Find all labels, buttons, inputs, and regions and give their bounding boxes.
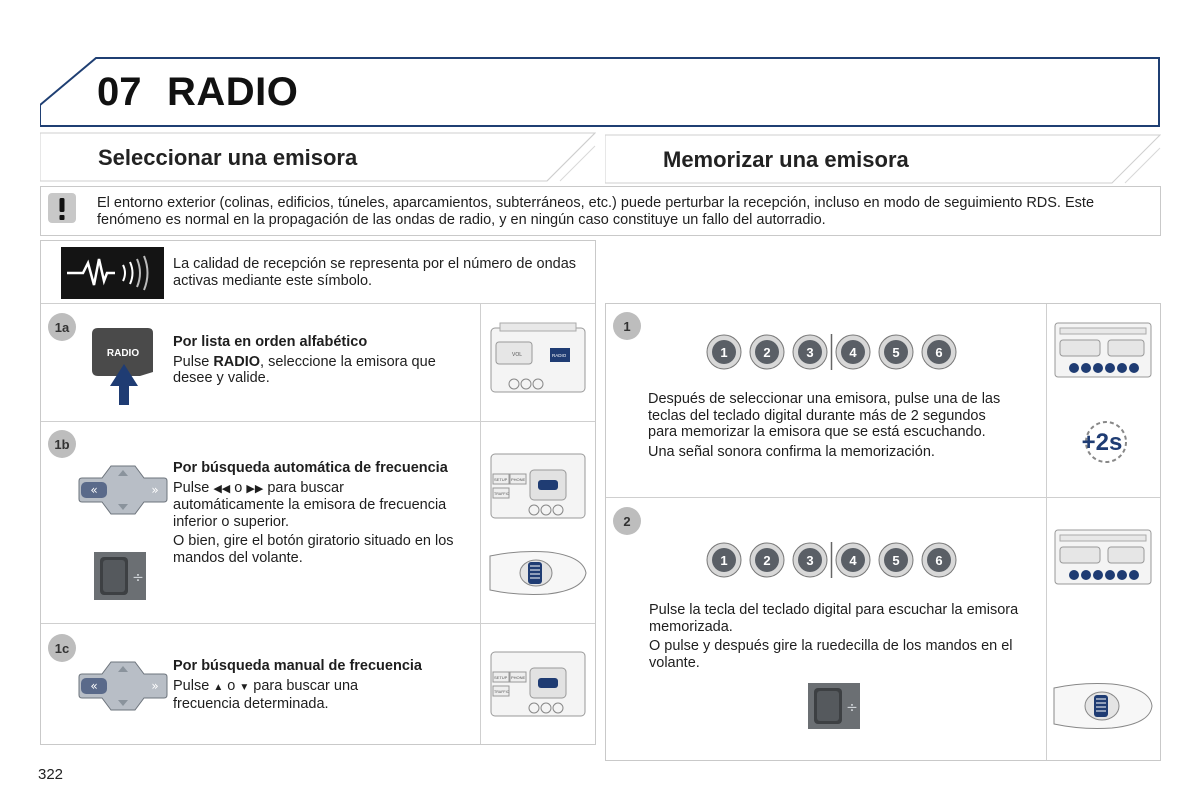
- preset-key-label: 5: [892, 553, 900, 568]
- divider: [41, 303, 595, 304]
- preset-key-label: 6: [935, 553, 943, 568]
- preset-key-label: 1: [720, 553, 728, 568]
- step-badge-1a: [47, 312, 77, 342]
- svg-text:1c: 1c: [54, 641, 70, 656]
- preset-key-label: 4: [849, 345, 857, 360]
- preset-keys-svg: [706, 334, 962, 370]
- chapter-number: 07: [97, 70, 142, 114]
- preset-keys-svg: [706, 542, 962, 578]
- text: Pulse: [173, 353, 214, 370]
- step-1c-line1: [173, 678, 468, 697]
- divider: [606, 497, 1160, 498]
- step-1b-text: automáticamente la emisora de frecuencia inferior o superior.: [173, 497, 447, 530]
- svg-text:1b: 1b: [54, 437, 70, 452]
- text: o: [234, 479, 243, 496]
- step-1-text: Después de seleccionar una emisora, pulse una de las teclas del teclado digital durante más de 2 segundos para memorizar la emisora que se está escuchando.: [648, 391, 1001, 440]
- preset-key-3: [793, 335, 827, 369]
- step-badge-1: [612, 311, 642, 341]
- divider: [41, 623, 595, 624]
- step-2-text: Pulse la tecla del teclado digital para escuchar la emisora memorizada.: [649, 602, 1019, 635]
- up-arrow-icon: ▲: [213, 681, 224, 693]
- text: para buscar: [267, 479, 344, 496]
- svg-text:RADIO: RADIO: [106, 348, 140, 359]
- column-divider: [1046, 304, 1047, 760]
- svg-text:SETUP: SETUP: [494, 675, 508, 680]
- svg-text:÷: ÷: [846, 700, 858, 716]
- step-1-text2: Una señal sonora confirma la memorización.: [648, 443, 935, 460]
- step-2-content: [649, 602, 1019, 674]
- step-1-content: [648, 391, 1018, 463]
- step-2-text2: O pulse y después gire la ruedecilla de los mandos en el volante.: [649, 638, 1013, 671]
- svg-text:+2s: +2s: [1081, 429, 1123, 456]
- step-1c-content: [173, 658, 468, 716]
- preset-key-2: [750, 335, 784, 369]
- preset-key-label: 2: [763, 345, 771, 360]
- radio-panel-thumbnail: [1054, 322, 1152, 378]
- steering-wheel-control-thumbnail: [488, 548, 588, 598]
- step-1b-content: [173, 460, 468, 569]
- preset-key-label: 4: [849, 553, 857, 568]
- svg-text:TRAFFIC: TRAFFIC: [494, 690, 510, 694]
- svg-text:«: «: [90, 483, 98, 497]
- svg-text:1: 1: [623, 319, 631, 334]
- right-section-title: Memorizar una emisora: [663, 147, 909, 172]
- svg-text:RADIO: RADIO: [552, 353, 567, 358]
- steering-control-icon: [808, 683, 860, 729]
- svg-text:2: 2: [623, 514, 631, 529]
- svg-text:«: «: [90, 679, 98, 693]
- preset-key-4: [836, 335, 870, 369]
- step-badge-2: [612, 506, 642, 536]
- preset-key-label: 6: [935, 345, 943, 360]
- preset-key-label: 1: [720, 345, 728, 360]
- text: , seleccione la emisora que desee y valide.: [173, 353, 436, 386]
- step-1b-line1: [173, 480, 468, 498]
- preset-key-5: [879, 543, 913, 577]
- svg-text:»: »: [151, 679, 159, 693]
- radio-panel-thumbnail: [490, 448, 586, 522]
- preset-key-label: 3: [806, 553, 814, 568]
- preset-key-1: [707, 335, 741, 369]
- steering-control-icon: [94, 552, 146, 600]
- step-1c-text: frecuencia determinada.: [173, 696, 329, 712]
- preset-keys-row: [706, 542, 962, 578]
- two-seconds-timer-icon: [1074, 420, 1130, 464]
- divider: [41, 421, 595, 422]
- fast-forward-icon: ▶▶: [246, 482, 264, 495]
- preset-key-6: [922, 335, 956, 369]
- text: Pulse: [173, 479, 210, 496]
- step-badge-1b: [47, 429, 77, 459]
- svg-text:VOL: VOL: [512, 352, 523, 358]
- svg-text:PHONE: PHONE: [511, 675, 526, 680]
- svg-text:TRAFFIC: TRAFFIC: [494, 492, 510, 496]
- step-1b-text2: O bien, gire el botón giratorio situado en los mandos del volante.: [173, 533, 454, 566]
- text: Pulse: [173, 677, 210, 694]
- text: o: [227, 677, 236, 694]
- seek-keypad-icon: [78, 464, 168, 516]
- radio-panel-thumbnail: [490, 322, 586, 396]
- rewind-icon: ◀◀: [213, 482, 231, 495]
- warning-text: El entorno exterior (colinas, edificios, túneles, aparcamientos, subterráneos, etc.) puede perturbar la recepción, incluso en modo de seguimiento RDS. Este fenómeno es normal en la propagación de las ondas de radio, y en ningún caso constituye un fallo del autorradio.: [97, 195, 1095, 228]
- chapter-title: RADIO: [167, 70, 299, 114]
- exclamation-icon: [48, 193, 76, 223]
- preset-key-1: [707, 543, 741, 577]
- svg-text:SETUP: SETUP: [494, 477, 508, 482]
- preset-key-label: 2: [763, 553, 771, 568]
- radio-panel-thumbnail: [490, 646, 586, 720]
- page-number: 322: [38, 766, 64, 783]
- preset-key-3: [793, 543, 827, 577]
- svg-text:÷: ÷: [132, 570, 144, 586]
- step-badge-1c: [47, 633, 77, 663]
- left-section-title: Seleccionar una emisora: [98, 145, 358, 170]
- step-1a-content: [173, 334, 463, 390]
- signal-wave-icon: [61, 247, 164, 299]
- preset-key-5: [879, 335, 913, 369]
- preset-key-2: [750, 543, 784, 577]
- column-divider: [480, 304, 481, 744]
- preset-key-6: [922, 543, 956, 577]
- preset-key-label: 5: [892, 345, 900, 360]
- text: para buscar una: [253, 677, 359, 694]
- reception-text: La calidad de recepción se representa por el número de ondas activas mediante este símbolo.: [173, 256, 577, 289]
- step-1b-heading: Por búsqueda automática de frecuencia: [173, 460, 448, 476]
- svg-text:PHONE: PHONE: [511, 477, 526, 482]
- tune-keypad-icon: [78, 660, 168, 712]
- radio-key-name: RADIO: [213, 353, 261, 370]
- preset-key-label: 3: [806, 345, 814, 360]
- svg-text:»: »: [151, 483, 159, 497]
- svg-text:1a: 1a: [54, 320, 70, 335]
- step-1c-heading: Por búsqueda manual de frecuencia: [173, 658, 422, 674]
- step-1a-text: [173, 354, 463, 387]
- down-arrow-icon: ▼: [239, 681, 250, 693]
- preset-key-4: [836, 543, 870, 577]
- radio-panel-thumbnail: [1054, 529, 1152, 585]
- step-1a-heading: Por lista en orden alfabético: [173, 334, 368, 350]
- steering-wheel-control-thumbnail: [1052, 680, 1154, 732]
- preset-keys-row: [706, 334, 962, 370]
- radio-button-icon: [90, 328, 154, 406]
